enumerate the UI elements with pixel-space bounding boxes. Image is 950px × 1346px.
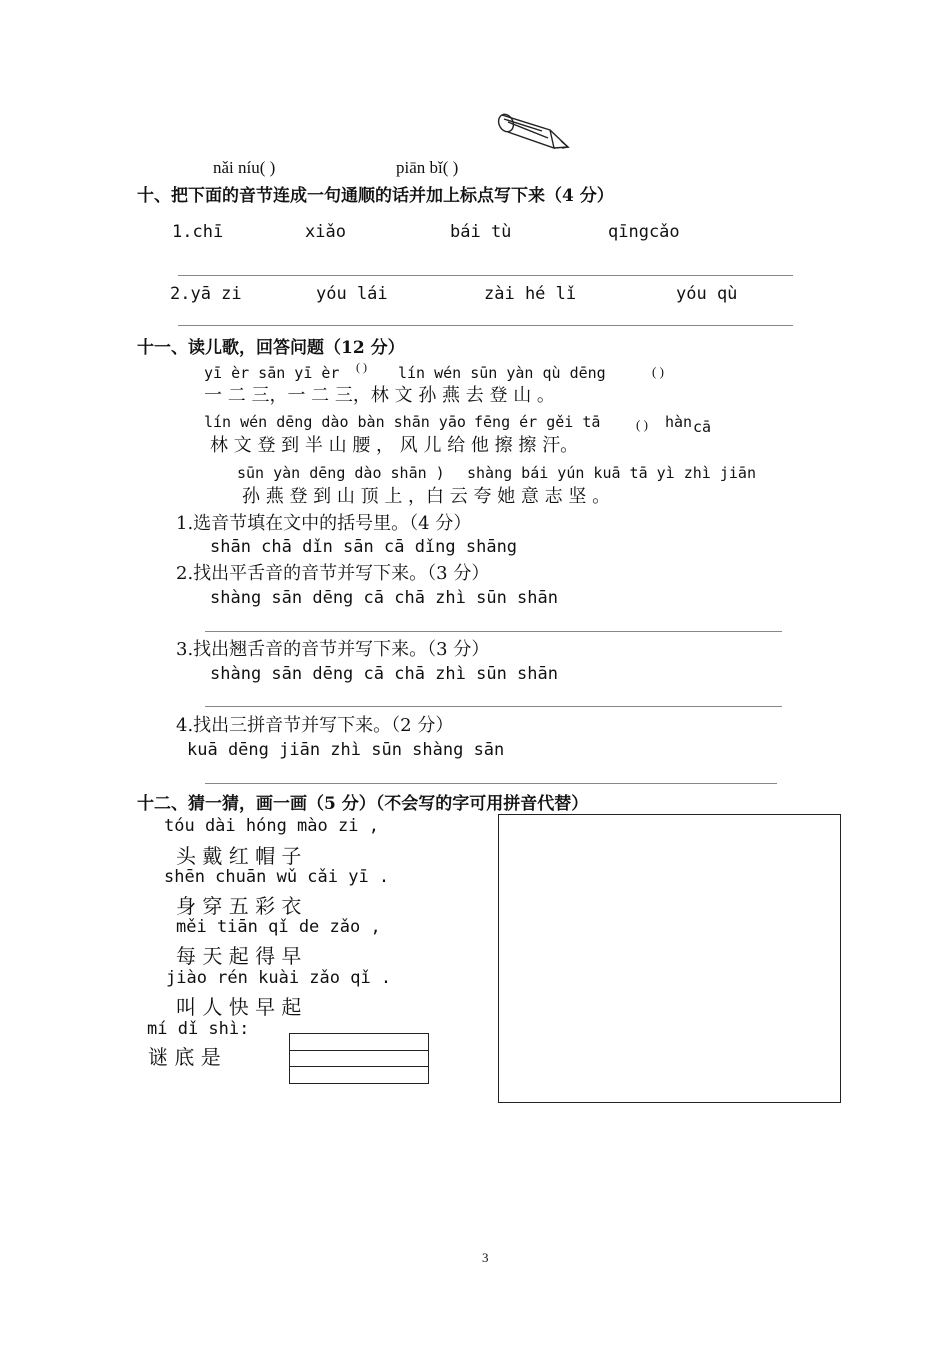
s11-q3: 3.找出翘舌音的音节并写下来。（3 分）	[176, 639, 490, 660]
s11-q4-options: kuā dēng jiān zhì sūn shàng sān	[187, 740, 505, 760]
pinyin-pianbi: piān bǐ( )	[396, 158, 459, 177]
pencil-icon	[492, 108, 572, 158]
poem-l2-text: 林 文 登 到 半 山 腰 ， 风 儿 给 他 擦 擦 汗。	[210, 435, 579, 456]
answer-line[interactable]	[178, 325, 793, 326]
section-11-title: 十一、读儿歌，回答问题（12 分）	[137, 338, 405, 358]
s10-q1-w2: xiǎo	[305, 222, 346, 242]
riddle-l3-pinyin: měi tiān qǐ de zǎo ,	[176, 917, 381, 937]
poem-l3-pinyin: sūn yàn dēng dào shān )	[237, 464, 445, 482]
s10-q1-w4: qīngcǎo	[608, 222, 680, 242]
poem-l2-pinyin-han: hàn	[665, 413, 693, 431]
answer-line[interactable]	[205, 783, 777, 784]
s10-q1-w3: bái tù	[450, 222, 512, 242]
section-12-title: 十二、猜一猜，画一画（5 分）（不会写的字可用拼音代替）	[137, 794, 589, 814]
riddle-l2-text: 身 穿 五 彩 衣	[176, 894, 302, 918]
poem-l1-text: 一 二 三，一 二 三，林 文 孙 燕 去 登 山 。	[204, 385, 555, 406]
s10-q2-w3: zài hé lǐ	[484, 284, 577, 304]
s11-q3-options: shàng sān dēng cā chā zhì sūn shān	[210, 664, 558, 684]
answer-label: 谜 底 是	[148, 1045, 221, 1069]
poem-l1-paren-a: ( )	[356, 360, 367, 374]
s10-q1-w1: 1.chī	[172, 222, 224, 242]
riddle-l4-text: 叫 人 快 早 起	[176, 995, 302, 1019]
answer-line[interactable]	[178, 275, 793, 276]
s10-q2-w2: yóu lái	[316, 284, 388, 304]
s11-q1: 1.选音节填在文中的括号里。（4 分）	[176, 513, 472, 534]
page-number: 3	[482, 1250, 489, 1265]
riddle-l4-pinyin: jiào rén kuài zǎo qǐ .	[166, 968, 392, 988]
riddle-l1-pinyin: tóu dài hóng mào zi ,	[164, 816, 379, 836]
poem-l1-pinyin: yī èr sān yī èr	[204, 364, 340, 382]
poem-l3-pinyin-b: shàng bái yún kuā tā yì zhì jiān	[467, 464, 756, 482]
section-10-title: 十、把下面的音节连成一句通顺的话并加上标点写下来（4 分）	[137, 186, 614, 206]
poem-l1-pinyin-b: lín wén sūn yàn qù dēng	[398, 364, 606, 382]
s10-q2-w1: 2.yā zi	[170, 284, 242, 304]
s10-q2-w4: yóu qù	[676, 284, 738, 304]
poem-l1-paren-b: ( )	[652, 364, 664, 379]
answer-box[interactable]	[289, 1033, 429, 1084]
riddle-l2-pinyin: shēn chuān wǔ cǎi yī .	[164, 867, 390, 887]
s11-q2: 2.找出平舌音的音节并写下来。（3 分）	[176, 563, 490, 584]
poem-l2-pinyin-b: fēng ér gěi tā	[474, 413, 601, 431]
drawing-box[interactable]	[498, 814, 841, 1103]
s11-q2-options: shàng sān dēng cā chā zhì sūn shān	[210, 588, 558, 608]
poem-l3-text: 孙 燕 登 到 山 顶 上 ，白 云 夸 她 意 志 坚 。	[242, 486, 611, 507]
answer-pinyin: mí dǐ shì:	[147, 1019, 250, 1039]
answer-line[interactable]	[205, 631, 782, 632]
s11-q4: 4.找出三拼音节并写下来。（2 分）	[176, 715, 454, 736]
riddle-l3-text: 每 天 起 得 早	[176, 944, 302, 968]
poem-l2-paren: ( )	[636, 417, 648, 432]
s11-q1-options: shān chā dǐn sān cā dǐng shāng	[210, 537, 518, 557]
poem-l2-pinyin: lín wén dēng dào bàn shān yāo	[204, 413, 466, 431]
poem-l2-pinyin-ca: cā	[693, 418, 712, 436]
riddle-l1-text: 头 戴 红 帽 子	[176, 844, 302, 868]
answer-line[interactable]	[205, 706, 782, 707]
pinyin-nainiu: nǎi níu( )	[213, 158, 276, 177]
